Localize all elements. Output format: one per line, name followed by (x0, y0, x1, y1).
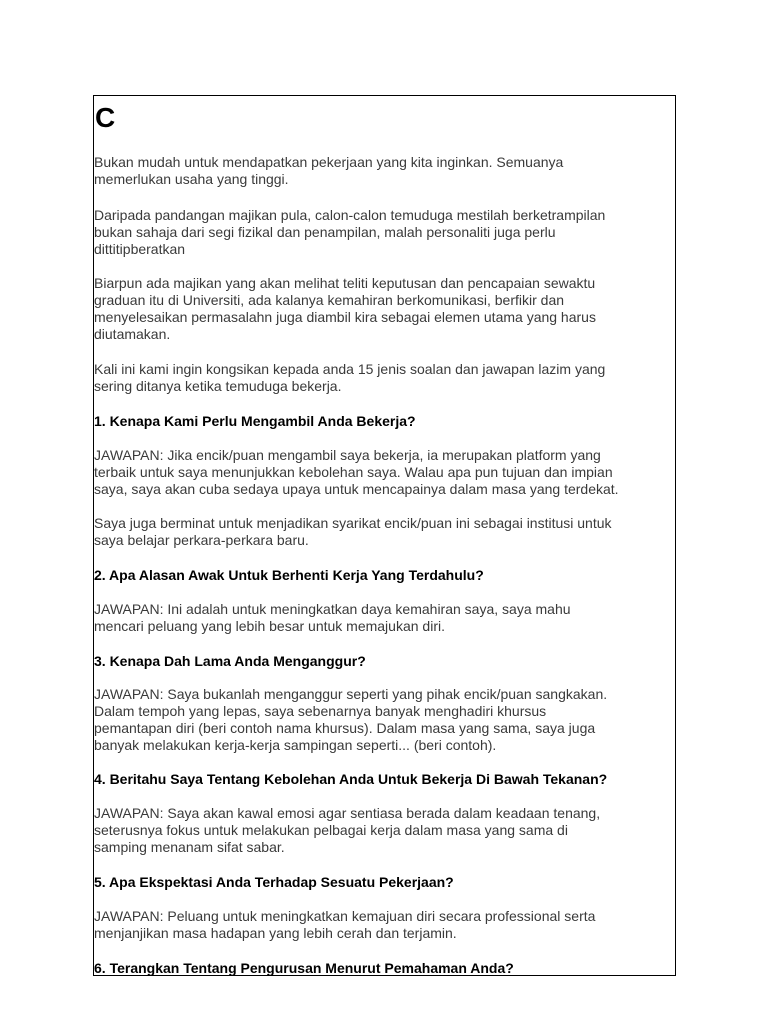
answer-4 (94, 805, 676, 856)
text-line: menjanjikan masa hadapan yang lebih cerah dan terjamin. (94, 925, 457, 941)
text-line: JAWAPAN: Peluang untuk meningkatkan kemajuan diri secara professional serta (94, 908, 596, 924)
text-line: memerlukan usaha yang tinggi. (94, 171, 289, 187)
text-line: JAWAPAN: Jika encik/puan mengambil saya bekerja, ia merupakan platform yang (94, 447, 601, 463)
answer-1-extra (94, 515, 676, 549)
text-line: mencari peluang yang lebih besar untuk memajukan diri. (94, 618, 445, 634)
text-line: saya, saya akan cuba sedaya upaya untuk mencapainya dalam masa yang terdekat. (94, 481, 619, 497)
text-line: samping menanam sifat sabar. (94, 839, 285, 855)
text-line: Bukan mudah untuk mendapatkan pekerjaan yang kita inginkan. Semuanya (94, 154, 564, 170)
text-line: JAWAPAN: Saya bukanlah menganggur seperti yang pihak encik/puan sangkakan. (94, 686, 608, 702)
text-line: sering ditanya ketika temuduga bekerja. (94, 378, 342, 394)
intro-paragraph-2 (94, 207, 676, 258)
section-heading: C (95, 102, 116, 133)
text-line: Daripada pandangan majikan pula, calon-calon temuduga mestilah berketrampilan (94, 207, 606, 223)
text-line: diutamakan. (94, 326, 171, 342)
answer-2 (94, 601, 676, 635)
text-line: Saya juga berminat untuk menjadikan syarikat encik/puan ini sebagai institusi untuk (94, 515, 612, 531)
question-6: 6. Terangkan Tentang Pengurusan Menurut Pemahaman Anda? (94, 960, 514, 976)
intro-paragraph-1 (94, 154, 676, 188)
text-line: bukan sahaja dari segi fizikal dan penampilan, malah personaliti juga perlu (94, 224, 556, 240)
text-line: JAWAPAN: Saya akan kawal emosi agar sentiasa berada dalam keadaan tenang, (94, 805, 601, 821)
text-line: banyak melakukan kerja-kerja sampingan seperti... (beri contoh). (94, 737, 497, 753)
intro-paragraph-3 (94, 275, 676, 343)
text-line: Kali ini kami ingin kongsikan kepada anda 15 jenis soalan dan jawapan lazim yang (94, 361, 606, 377)
answer-3 (94, 686, 676, 754)
question-3: 3. Kenapa Dah Lama Anda Menganggur? (94, 653, 366, 669)
document-page (93, 95, 676, 976)
intro-paragraph-4 (94, 361, 676, 395)
answer-5 (94, 908, 676, 942)
answer-1 (94, 447, 676, 498)
text-line: dittitipberatkan (94, 241, 186, 257)
text-line: Dalam tempoh yang lepas, saya sebenarnya banyak menghadiri khursus (94, 703, 547, 719)
question-4: 4. Beritahu Saya Tentang Kebolehan Anda Untuk Bekerja Di Bawah Tekanan? (94, 771, 608, 787)
text-line: terbaik untuk saya menunjukkan kebolehan saya. Walau apa pun tujuan dan impian (94, 464, 613, 480)
question-1: 1. Kenapa Kami Perlu Mengambil Anda Bekerja? (94, 413, 416, 429)
text-line: Biarpun ada majikan yang akan melihat teliti keputusan dan pencapaian sewaktu (94, 275, 596, 291)
question-2: 2. Apa Alasan Awak Untuk Berhenti Kerja Yang Terdahulu? (94, 567, 484, 583)
text-line: saya belajar perkara-perkara baru. (94, 532, 309, 548)
text-line: graduan itu di Universiti, ada kalanya kemahiran berkomunikasi, berfikir dan (94, 292, 565, 308)
text-line: seterusnya fokus untuk melakukan pelbagai kerja dalam masa yang sama di (94, 822, 568, 838)
question-5: 5. Apa Ekspektasi Anda Terhadap Sesuatu Pekerjaan? (94, 874, 454, 890)
text-line: JAWAPAN: Ini adalah untuk meningkatkan daya kemahiran saya, saya mahu (94, 601, 571, 617)
text-line: pemantapan diri (beri contoh nama khursus). Dalam masa yang sama, saya juga (94, 720, 596, 736)
text-line: menyelesaikan permasalahn juga diambil kira sebagai elemen utama yang harus (94, 309, 596, 325)
